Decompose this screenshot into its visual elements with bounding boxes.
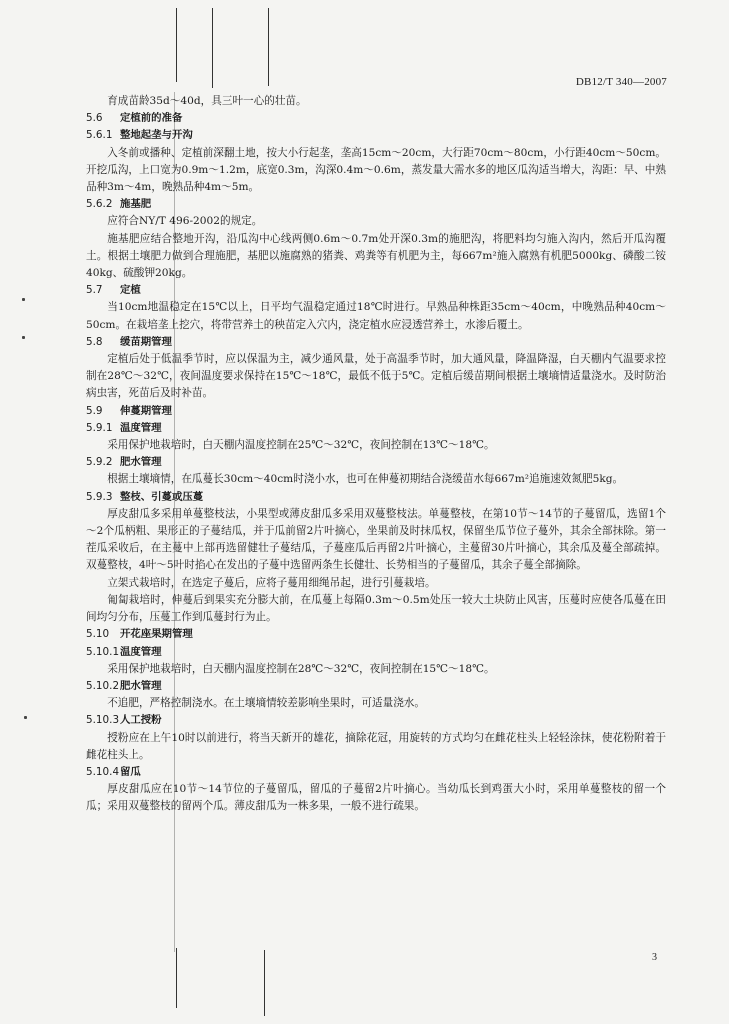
section-heading: [86, 403, 666, 420]
scan-artifact-dot: [22, 336, 25, 339]
section-heading: [86, 282, 666, 299]
body-paragraph: 采用保护地栽培时，白天棚内温度控制在25℃～32℃，夜间控制在13℃～18℃。: [107, 439, 495, 452]
body-paragraph: 厚皮甜瓜应在10节～14节位的子蔓留瓜，留瓜的子蔓留2片叶摘心。当幼瓜长到鸡蛋大小时，采用单蔓整枝的留一个瓜；采用双蔓整枝的留两个瓜。薄皮甜瓜为一株多果，一般不进行疏果。: [86, 783, 666, 813]
scan-artifact-dot: [24, 716, 27, 719]
section-title: 温度管理: [120, 645, 162, 658]
section-number: 5.10.4: [86, 765, 120, 778]
section-title: 缓苗期管理: [120, 335, 172, 348]
section-number: 5.6.1: [86, 129, 113, 142]
section-heading: [86, 712, 666, 729]
body-paragraph: 施基肥应结合整地开沟，沿瓜沟中心线两侧0.6m～0.7m处开深0.3m的施肥沟，将肥料均匀施入沟内，然后开瓜沟覆土。根据土壤肥力做到合理施肥，基肥以施腐熟的猪粪、鸡粪等有机肥为主，每667m²施入腐熟有机肥5000kg、磷酸二铵40kg、硫酸钾20kg。: [86, 232, 666, 280]
section-title: 人工授粉: [120, 714, 162, 727]
body-paragraph: 根据土壤墒情，在瓜蔓长30cm～40cm时浇小水，也可在伸蔓初期结合浇缓苗水每667m²追施速效氮肥5kg。: [107, 473, 624, 486]
body-paragraph: 应符合NY/T 496-2002的规定。: [107, 215, 263, 228]
section-title: 肥水管理: [120, 456, 162, 469]
section-title: 定植: [120, 284, 141, 297]
section-number: 5.10.3: [86, 714, 120, 727]
section-heading: [86, 334, 666, 351]
section-title: 温度管理: [120, 421, 162, 434]
scan-artifact-line: [268, 8, 269, 86]
section-number: 5.9.3: [86, 490, 113, 503]
section-title: 整枝、引蔓或压蔓: [120, 490, 204, 503]
body-paragraph: 育成苗龄35d～40d，具三叶一心的壮苗。: [107, 95, 307, 107]
body-paragraph: 定植后处于低温季节时，应以保温为主，减少通风量，处于高温季节时，加大通风量，降温降湿，白天棚内气温要求控制在28℃～32℃，夜间温度要求保持在15℃～18℃，最低不低于5℃。定植后缓苗期间根据土壤墒情适量浇水。及时防治病虫害，死苗后及时补苗。: [86, 353, 666, 400]
section-number: 5.6.2: [86, 198, 113, 211]
section-number: 5.7: [86, 284, 103, 297]
section-number: 5.9.1: [86, 421, 113, 434]
section-title: 整地起垄与开沟: [120, 129, 193, 142]
section-heading: [86, 764, 666, 781]
section-heading: [86, 454, 666, 471]
scan-artifact-line: [212, 8, 213, 88]
section-heading: [86, 110, 666, 127]
section-title: 开花座果期管理: [120, 628, 193, 641]
section-title: 施基肥: [120, 198, 152, 211]
section-heading: [86, 489, 666, 506]
body-paragraph: 厚皮甜瓜多采用单蔓整枝法，小果型或薄皮甜瓜多采用双蔓整枝法。单蔓整枝，在第10节～14节的子蔓留瓜，选留1个～2个瓜柄粗、果形正的子蔓结瓜，并于瓜前留2片叶摘心，坐果前及时抹瓜权，保留坐瓜节位子蔓外，其余全部抹除。第一茬瓜采收后，在主蔓中上部再选留健壮子蔓结瓜，子蔓座瓜后再留2片叶摘心，主蔓留30片叶摘心，其余瓜及蔓全部疏掉。双蔓整枝，4叶～5叶时掐心在发出的子蔓中选留两条生长健壮、长势相当的子蔓留瓜，其余子蔓全部摘除。: [86, 507, 666, 572]
section-heading: [86, 644, 666, 661]
section-number: 5.9: [86, 404, 103, 417]
body-paragraph: 授粉应在上午10时以前进行，将当天新开的雄花，摘除花冠，用旋转的方式均匀在雌花柱头上轻轻涂抹，使花粉附着于雌花柱头上。: [86, 731, 666, 761]
section-number: 5.10.2: [86, 679, 120, 692]
section-heading: [86, 127, 666, 144]
scan-artifact-line: [264, 950, 265, 1016]
scan-artifact-dot: [22, 298, 25, 301]
section-number: 5.10: [86, 628, 110, 641]
section-title: 伸蔓期管理: [120, 404, 172, 417]
section-number: 5.10.1: [86, 645, 120, 658]
section-heading: [86, 678, 666, 695]
section-number: 5.6: [86, 112, 103, 125]
body-paragraph: 当10cm地温稳定在15℃以上，日平均气温稳定通过18℃时进行。早熟品种株距35cm～40cm，中晚熟品种40cm～50cm。在栽培垄上挖穴，将带营养土的秧苗定入穴内，浇定植水应浸透营养土，水渗后覆土。: [86, 301, 666, 331]
body-paragraph: 入冬前或播种、定植前深翻土地，按大小行起垄，垄高15cm～20cm，大行距70cm～80cm，小行距40cm～50cm。开挖瓜沟，上口宽为0.9m～1.2m，底宽0.3m，沟深0.4m～0.6m，蒸发量大需水多的地区瓜沟适当增大，沟距：早、中熟品种3m～4m，晚熟品种4m～5m。: [86, 146, 666, 194]
section-number: 5.8: [86, 335, 103, 348]
section-heading: [86, 626, 666, 643]
body-paragraph: 立架式栽培时，在选定子蔓后，应将子蔓用细绳吊起，进行引蔓栽培。: [107, 576, 436, 589]
body-paragraph: 采用保护地栽培时，白天棚内温度控制在28℃～32℃，夜间控制在15℃～18℃。: [107, 662, 495, 675]
section-heading: [86, 420, 666, 437]
body-paragraph: 不追肥，严格控制浇水。在土壤墒情较差影响坐果时，可适量浇水。: [107, 697, 425, 710]
section-heading: [86, 196, 666, 213]
scan-artifact-line: [176, 948, 177, 1008]
page-number: 3: [652, 952, 657, 963]
scan-artifact-line: [176, 8, 177, 82]
body-paragraph: 匍匐栽培时，伸蔓后到果实充分膨大前，在瓜蔓上每隔0.3m～0.5m处压一较大土块防止风害，压蔓时应使各瓜蔓在田间均匀分布，压蔓工作到瓜蔓封行为止。: [86, 593, 666, 624]
document-id: DB12/T 340—2007: [575, 76, 667, 88]
section-title: 肥水管理: [120, 679, 162, 692]
section-number: 5.9.2: [86, 456, 113, 469]
document-body: [86, 93, 666, 816]
section-title: 定植前的准备: [120, 112, 183, 125]
section-title: 留瓜: [120, 765, 141, 778]
